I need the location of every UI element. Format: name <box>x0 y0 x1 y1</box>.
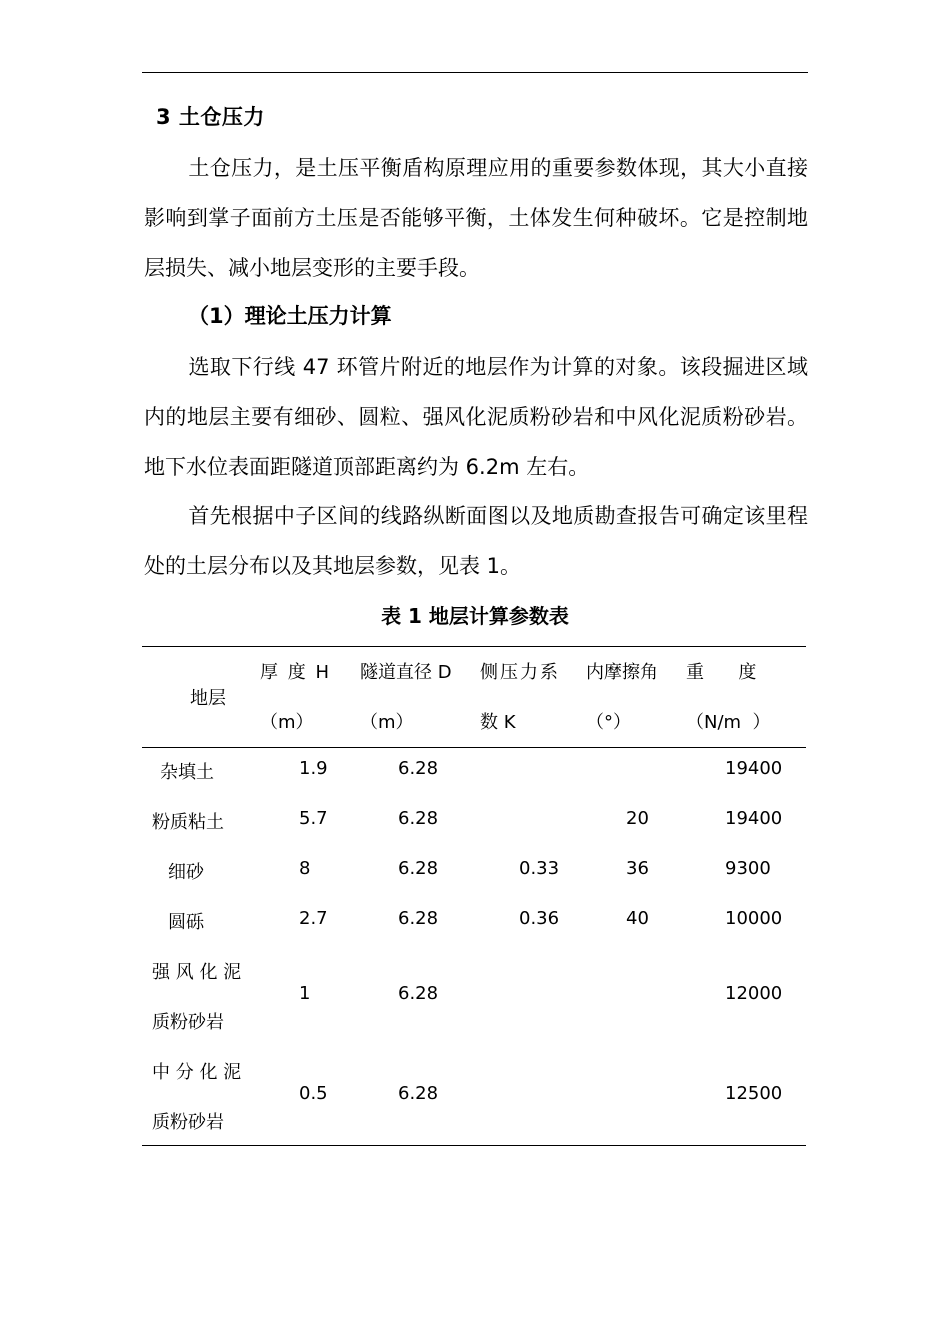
cell-diameter: 6.28 <box>398 908 439 929</box>
paragraph-calc-target <box>144 342 808 492</box>
header-weight: 重 度 <box>686 662 757 683</box>
table-header-rule <box>142 747 806 748</box>
header-diameter-unit: （m） <box>360 712 414 733</box>
paragraph-intro-text: 土仓压力，是土压平衡盾构原理应用的重要参数体现，其大小直接影响到掌子面前方土压是否能够平衡，土体发生何种破坏。它是控制地层损失、减小地层变形的主要手段。 <box>144 156 808 280</box>
cell-weight: 19400 <box>725 808 783 829</box>
cell-layer: 圆砾 <box>168 912 204 933</box>
header-thickness-unit: （m） <box>260 712 314 733</box>
cell-weight: 12500 <box>725 1083 783 1104</box>
cell-lateral-k: 0.33 <box>519 858 560 879</box>
cell-friction: 20 <box>626 808 649 829</box>
cell-diameter: 6.28 <box>398 858 439 879</box>
cell-diameter: 6.28 <box>398 758 439 779</box>
cell-lateral-k: 0.36 <box>519 908 560 929</box>
cell-thickness: 1 <box>299 983 311 1004</box>
table-caption: 表 1 地层计算参数表 <box>381 604 569 628</box>
table-top-rule <box>142 646 806 647</box>
paragraph-calc-target-text: 选取下行线 47 环管片附近的地层作为计算的对象。该段掘进区域内的地层主要有细砂、圆粒、强风化泥质粉砂岩和中风化泥质粉砂岩。地下水位表面距隧道顶部距离约为 6.2m 左右。 <box>144 355 808 479</box>
header-weight-unit: （N/m ） <box>686 712 771 733</box>
cell-weight: 19400 <box>725 758 783 779</box>
cell-layer: 细砂 <box>168 862 204 883</box>
paragraph-table-ref-text: 首先根据中子区间的线路纵断面图以及地质勘查报告可确定该里程处的土层分布以及其地层参数，见表 1。 <box>144 504 808 578</box>
table-bottom-rule <box>142 1145 806 1146</box>
cell-thickness: 0.5 <box>299 1083 328 1104</box>
cell-layer: 粉质粘土 <box>152 812 224 833</box>
header-friction: 内摩擦角 <box>586 662 658 683</box>
cell-layer: 强 风 化 泥 <box>152 962 242 983</box>
cell-weight: 12000 <box>725 983 783 1004</box>
cell-diameter: 6.28 <box>398 808 439 829</box>
cell-thickness: 1.9 <box>299 758 328 779</box>
header-layer: 地层 <box>190 688 226 709</box>
header-lateral-k: 数 K <box>480 712 516 733</box>
cell-thickness: 2.7 <box>299 908 328 929</box>
cell-weight: 9300 <box>725 858 771 879</box>
cell-diameter: 6.28 <box>398 1083 439 1104</box>
paragraph-intro <box>144 143 808 293</box>
cell-thickness: 5.7 <box>299 808 328 829</box>
cell-friction: 36 <box>626 858 649 879</box>
cell-layer: 质粉砂岩 <box>152 1112 224 1133</box>
cell-diameter: 6.28 <box>398 983 439 1004</box>
cell-layer: 中 分 化 泥 <box>152 1062 242 1083</box>
header-friction-unit: （°） <box>586 712 631 733</box>
header-thickness: 厚 度 H <box>260 662 331 683</box>
section-heading: 3 土仓压力 <box>156 105 265 129</box>
header-diameter: 隧道直径 D <box>360 662 452 683</box>
cell-layer: 杂填土 <box>160 762 214 783</box>
paragraph-table-ref <box>144 491 808 591</box>
cell-thickness: 8 <box>299 858 311 879</box>
cell-layer: 质粉砂岩 <box>152 1012 224 1033</box>
cell-weight: 10000 <box>725 908 783 929</box>
page-top-rule <box>142 72 808 73</box>
subsection-heading: （1）理论土压力计算 <box>188 304 392 328</box>
header-lateral: 侧压力系 <box>480 662 560 683</box>
cell-friction: 40 <box>626 908 649 929</box>
